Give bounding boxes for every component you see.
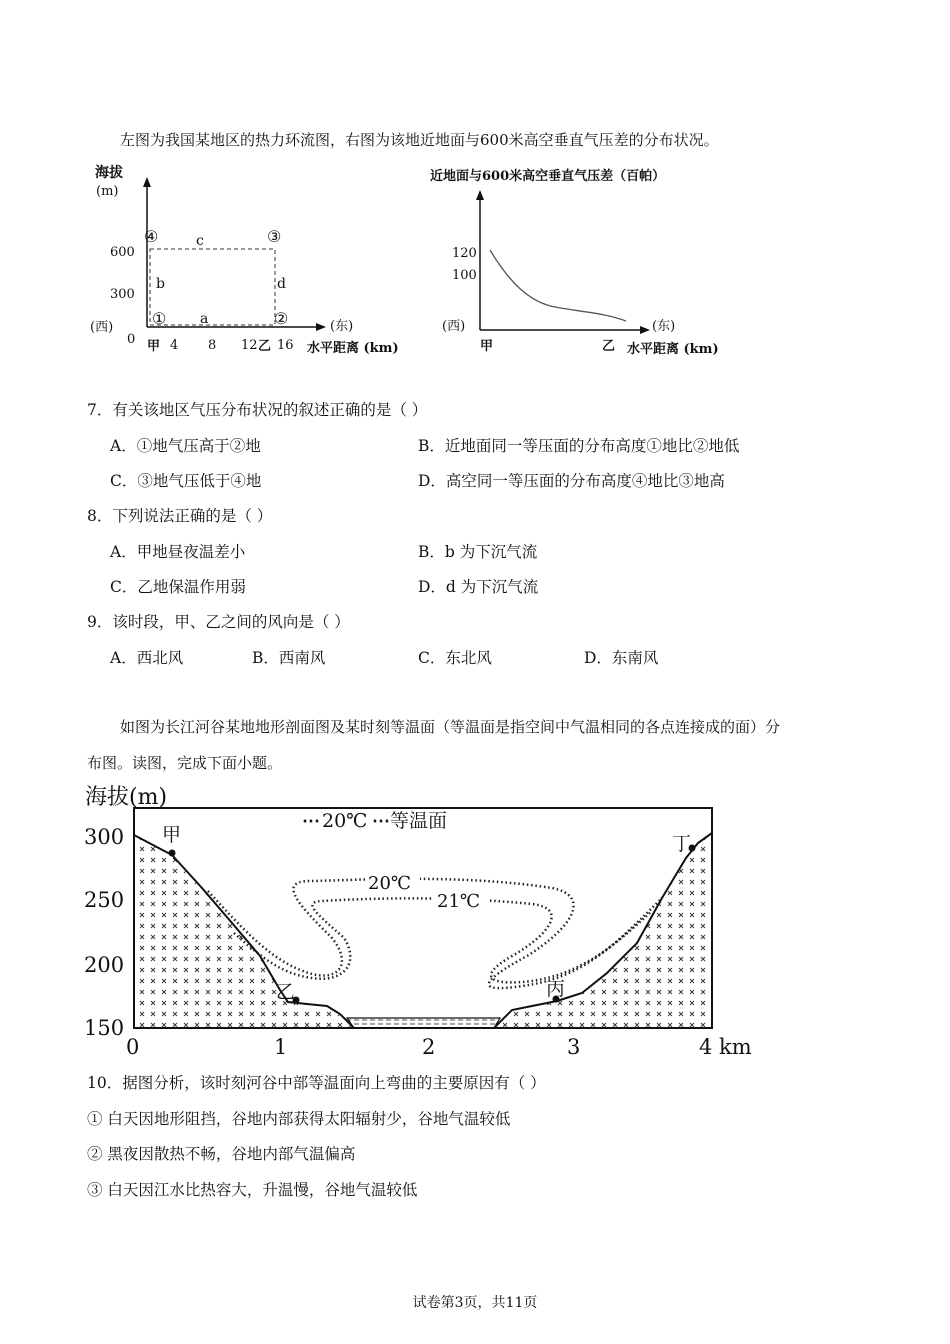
q8-option-a: A．甲地昼夜温差小 [110,543,246,561]
fig3-xtick-0: 0 [126,1035,140,1059]
intro-text-2-line1: 如图为长江河谷某地地形剖面图及某时刻等温面（等温面是指空间中气温相同的各点连接成的面）分 [120,718,781,736]
question-7-stem: 7．有关该地区气压分布状况的叙述正确的是（ ） [87,401,428,419]
fig1-jia: 甲 [147,339,161,354]
fig1-ytick-0: 0 [127,332,136,347]
fig1-xtick-12: 12 [241,338,258,353]
pressure-difference-figure [430,160,760,365]
q7-option-c: C．③地气压低于④地 [110,472,262,490]
fig2-title: 近地面与600米高空垂直气压差（百帕） [430,169,666,184]
fig3-ytick-150: 150 [84,1016,125,1040]
q8-option-d: D．d 为下沉气流 [418,578,539,596]
q10-item-2: ② 黑夜因散热不畅，谷地内部气温偏高 [87,1145,356,1163]
fig2-west: (西) [442,319,466,334]
fig3-river [347,1018,500,1028]
q8-option-c: C．乙地保温作用弱 [110,578,246,596]
fig2-y-arrow [476,190,484,200]
q7-option-b: B．近地面同一等压面的分布高度①地比②地低 [418,437,740,455]
fig1-circle-4: ④ [144,227,159,246]
q9-option-a: A．西北风 [110,649,184,667]
fig2-ytick-120: 120 [452,246,477,261]
q9-option-b: B．西南风 [252,649,326,667]
fig1-west: (西) [90,320,114,335]
fig1-ytitle-2: (m) [96,184,119,199]
fig3-label-ding: 丁 [672,833,692,855]
fig1-label-a: a [200,311,209,327]
fig3-legend-dots-right: ⋯ [372,811,390,832]
q9-option-c: C．东北风 [418,649,492,667]
intro-text-1: 左图为我国某地区的热力环流图，右图为该地近地面与600米高空垂直气压差的分布状况。 [120,131,719,149]
question-10-stem: 10．据图分析，该时刻河谷中部等温面向上弯曲的主要原因有（ ） [87,1074,546,1092]
fig3-point-jia [169,850,176,857]
fig1-label-c: c [196,233,204,249]
fig1-circle-1: ① [152,309,167,328]
fig3-legend-dots-left: ⋯ [302,811,320,832]
thermal-circulation-figure [90,155,435,365]
fig3-legend-suffix: 等温面 [390,810,448,832]
fig1-circulation-loop [150,249,275,325]
fig2-pressure-curve [490,250,626,321]
fig1-label-d: d [277,276,286,292]
fig3-ytick-250: 250 [84,888,125,912]
fig2-ytick-100: 100 [452,268,477,283]
fig2-jia: 甲 [480,339,494,354]
fig1-xtitle: 水平距离 (km) [307,341,399,356]
page-footer: 试卷第3页，共11页 [412,1295,538,1311]
fig3-legend-20: 20℃ [322,810,368,832]
q8-option-b: B．b 为下沉气流 [418,543,538,561]
fig1-ytick-300: 300 [110,287,135,302]
fig3-xtick-3: 3 [567,1035,581,1059]
fig2-east: (东) [652,319,676,334]
q7-option-a: A．①地气压高于②地 [110,437,261,455]
fig1-x-arrow [316,323,326,331]
fig1-xtick-8: 8 [208,338,217,353]
q7-option-d: D．高空同一等压面的分布高度④地比③地高 [418,472,725,490]
fig1-ytitle-1: 海拔 [95,165,123,181]
fig3-ytick-200: 200 [84,953,125,977]
intro-text-2-line2: 布图。读图，完成下面小题。 [87,754,283,772]
fig3-right-slope [494,833,712,1028]
q10-item-1: ① 白天因地形阻挡，谷地内部获得太阳辐射少，谷地气温较低 [87,1110,511,1128]
question-9-stem: 9．该时段，甲、乙之间的风向是（ ） [87,613,350,631]
fig1-ytick-600: 600 [110,245,135,260]
fig3-label-jia: 甲 [162,824,182,846]
q9-option-d: D．东南风 [584,649,659,667]
fig1-circle-2: ② [274,309,289,328]
fig1-circle-3: ③ [267,227,282,246]
fig3-xtick-1: 1 [274,1035,288,1059]
fig3-label-21: 21℃ [437,891,481,912]
fig1-xtick-16: 16 [277,338,294,353]
fig3-label-yi: 乙 [276,981,296,1003]
q10-item-3: ③ 白天因江水比热容大，升温慢，谷地气温较低 [87,1181,418,1199]
fig1-yi: 乙 [258,339,272,354]
fig3-xtick-4km: 4 km [699,1035,752,1059]
fig1-east: (东) [330,319,354,334]
fig1-y-arrow [143,177,151,187]
fig3-label-bing: 丙 [546,978,566,1000]
question-8-stem: 8．下列说法正确的是（ ） [87,507,273,525]
valley-profile-figure [82,778,762,1060]
fig3-ytitle: 海拔(m) [85,785,168,810]
fig1-label-b: b [156,276,165,292]
fig3-label-20: 20℃ [368,873,412,894]
fig2-xtitle: 水平距离 (km) [627,342,719,357]
fig3-ytick-300: 300 [84,825,125,849]
fig2-x-arrow [640,326,650,334]
fig2-yi: 乙 [602,339,616,354]
fig3-xtick-2: 2 [422,1035,436,1059]
fig1-xtick-4: 4 [170,338,179,353]
fig3-left-slope [134,835,354,1028]
